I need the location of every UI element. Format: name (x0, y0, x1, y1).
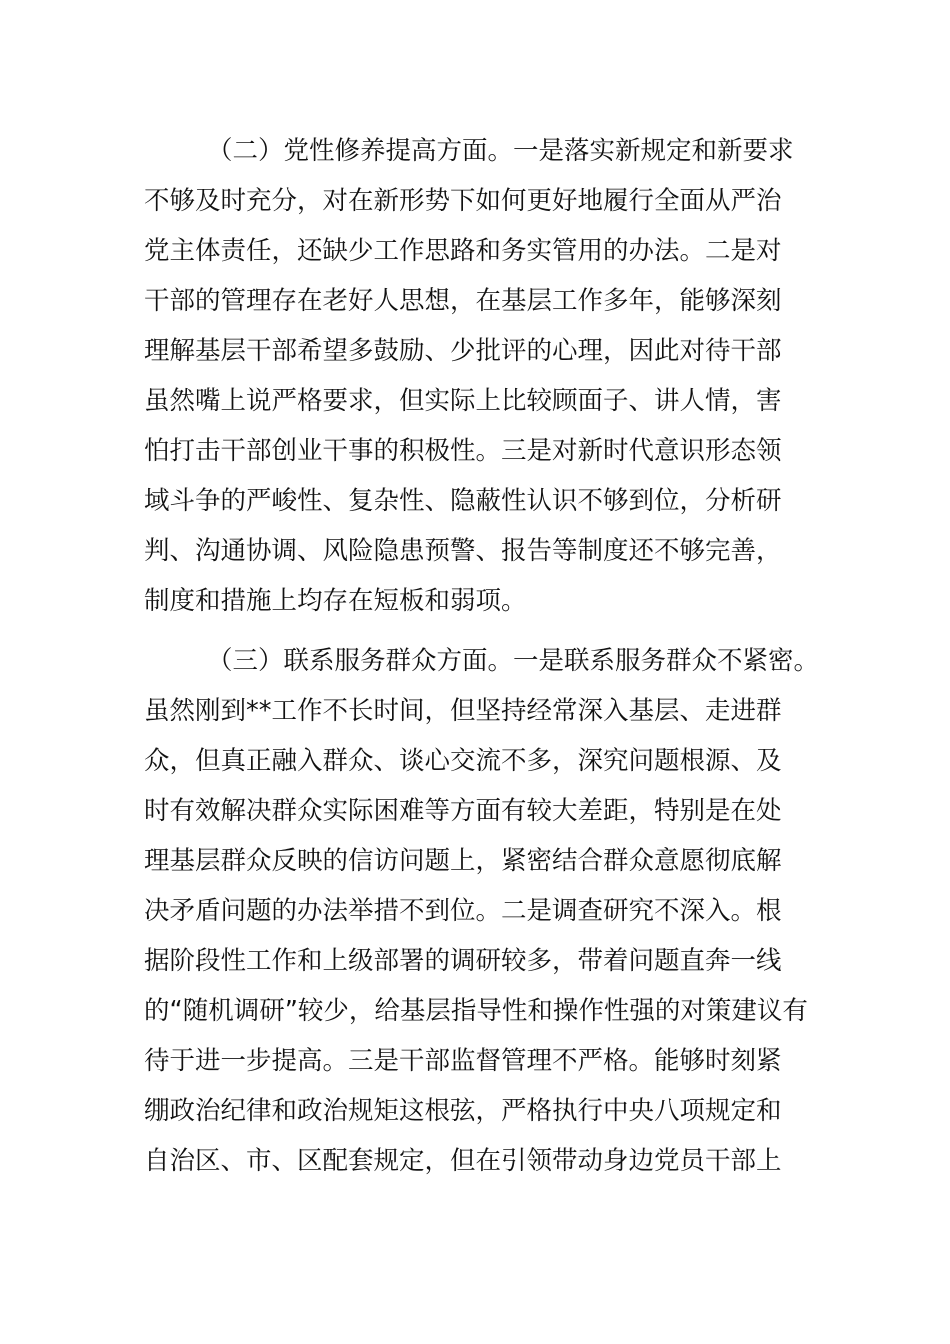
text-line: 待于进一步提高。三是干部监督管理不严格。能够时刻紧 (144, 1046, 782, 1076)
text-line: 绷政治纪律和政治规矩这根弦，严格执行中央八项规定和 (144, 1096, 782, 1126)
text-line: （二）党性修养提高方面。一是落实新规定和新要求 (207, 136, 794, 166)
text-line: 众，但真正融入群众、谈心交流不多，深究问题根源、及 (144, 746, 782, 776)
paragraph-party-cultivation (144, 126, 810, 626)
text-line: 理基层群众反映的信访问题上，紧密结合群众意愿彻底解 (144, 846, 782, 876)
text-line: 时有效解决群众实际困难等方面有较大差距，特别是在处 (144, 796, 782, 826)
text-line: 党主体责任，还缺少工作思路和务实管用的办法。二是对 (144, 236, 782, 266)
text-line: 干部的管理存在老好人思想，在基层工作多年，能够深刻 (144, 286, 782, 316)
text-line: 域斗争的严峻性、复杂性、隐蔽性认识不够到位，分析研 (144, 486, 782, 516)
text-line: 怕打击干部创业干事的积极性。三是对新时代意识形态领 (144, 436, 782, 466)
text-line: 判、沟通协调、风险隐患预警、报告等制度还不够完善， (144, 536, 782, 566)
text-line: 的“随机调研”较少，给基层指导性和操作性强的对策建议有 (144, 996, 808, 1026)
paragraph-serving-masses (144, 636, 820, 1186)
text-line: 虽然刚到**工作不长时间，但坚持经常深入基层、走进群 (144, 696, 782, 726)
text-line: （三）联系服务群众方面。一是联系服务群众不紧密。 (207, 646, 820, 676)
text-line: 虽然嘴上说严格要求，但实际上比较顾面子、讲人情，害 (144, 386, 782, 416)
text-line: 不够及时充分，对在新形势下如何更好地履行全面从严治 (144, 186, 782, 216)
text-line: 自治区、市、区配套规定，但在引领带动身边党员干部上 (144, 1146, 782, 1176)
text-line: 理解基层干部希望多鼓励、少批评的心理，因此对待干部 (144, 336, 782, 366)
text-line: 决矛盾问题的办法举措不到位。二是调查研究不深入。根 (144, 896, 782, 926)
text-line: 制度和措施上均存在短板和弱项。 (144, 586, 527, 616)
text-line: 据阶段性工作和上级部署的调研较多，带着问题直奔一线 (144, 946, 782, 976)
